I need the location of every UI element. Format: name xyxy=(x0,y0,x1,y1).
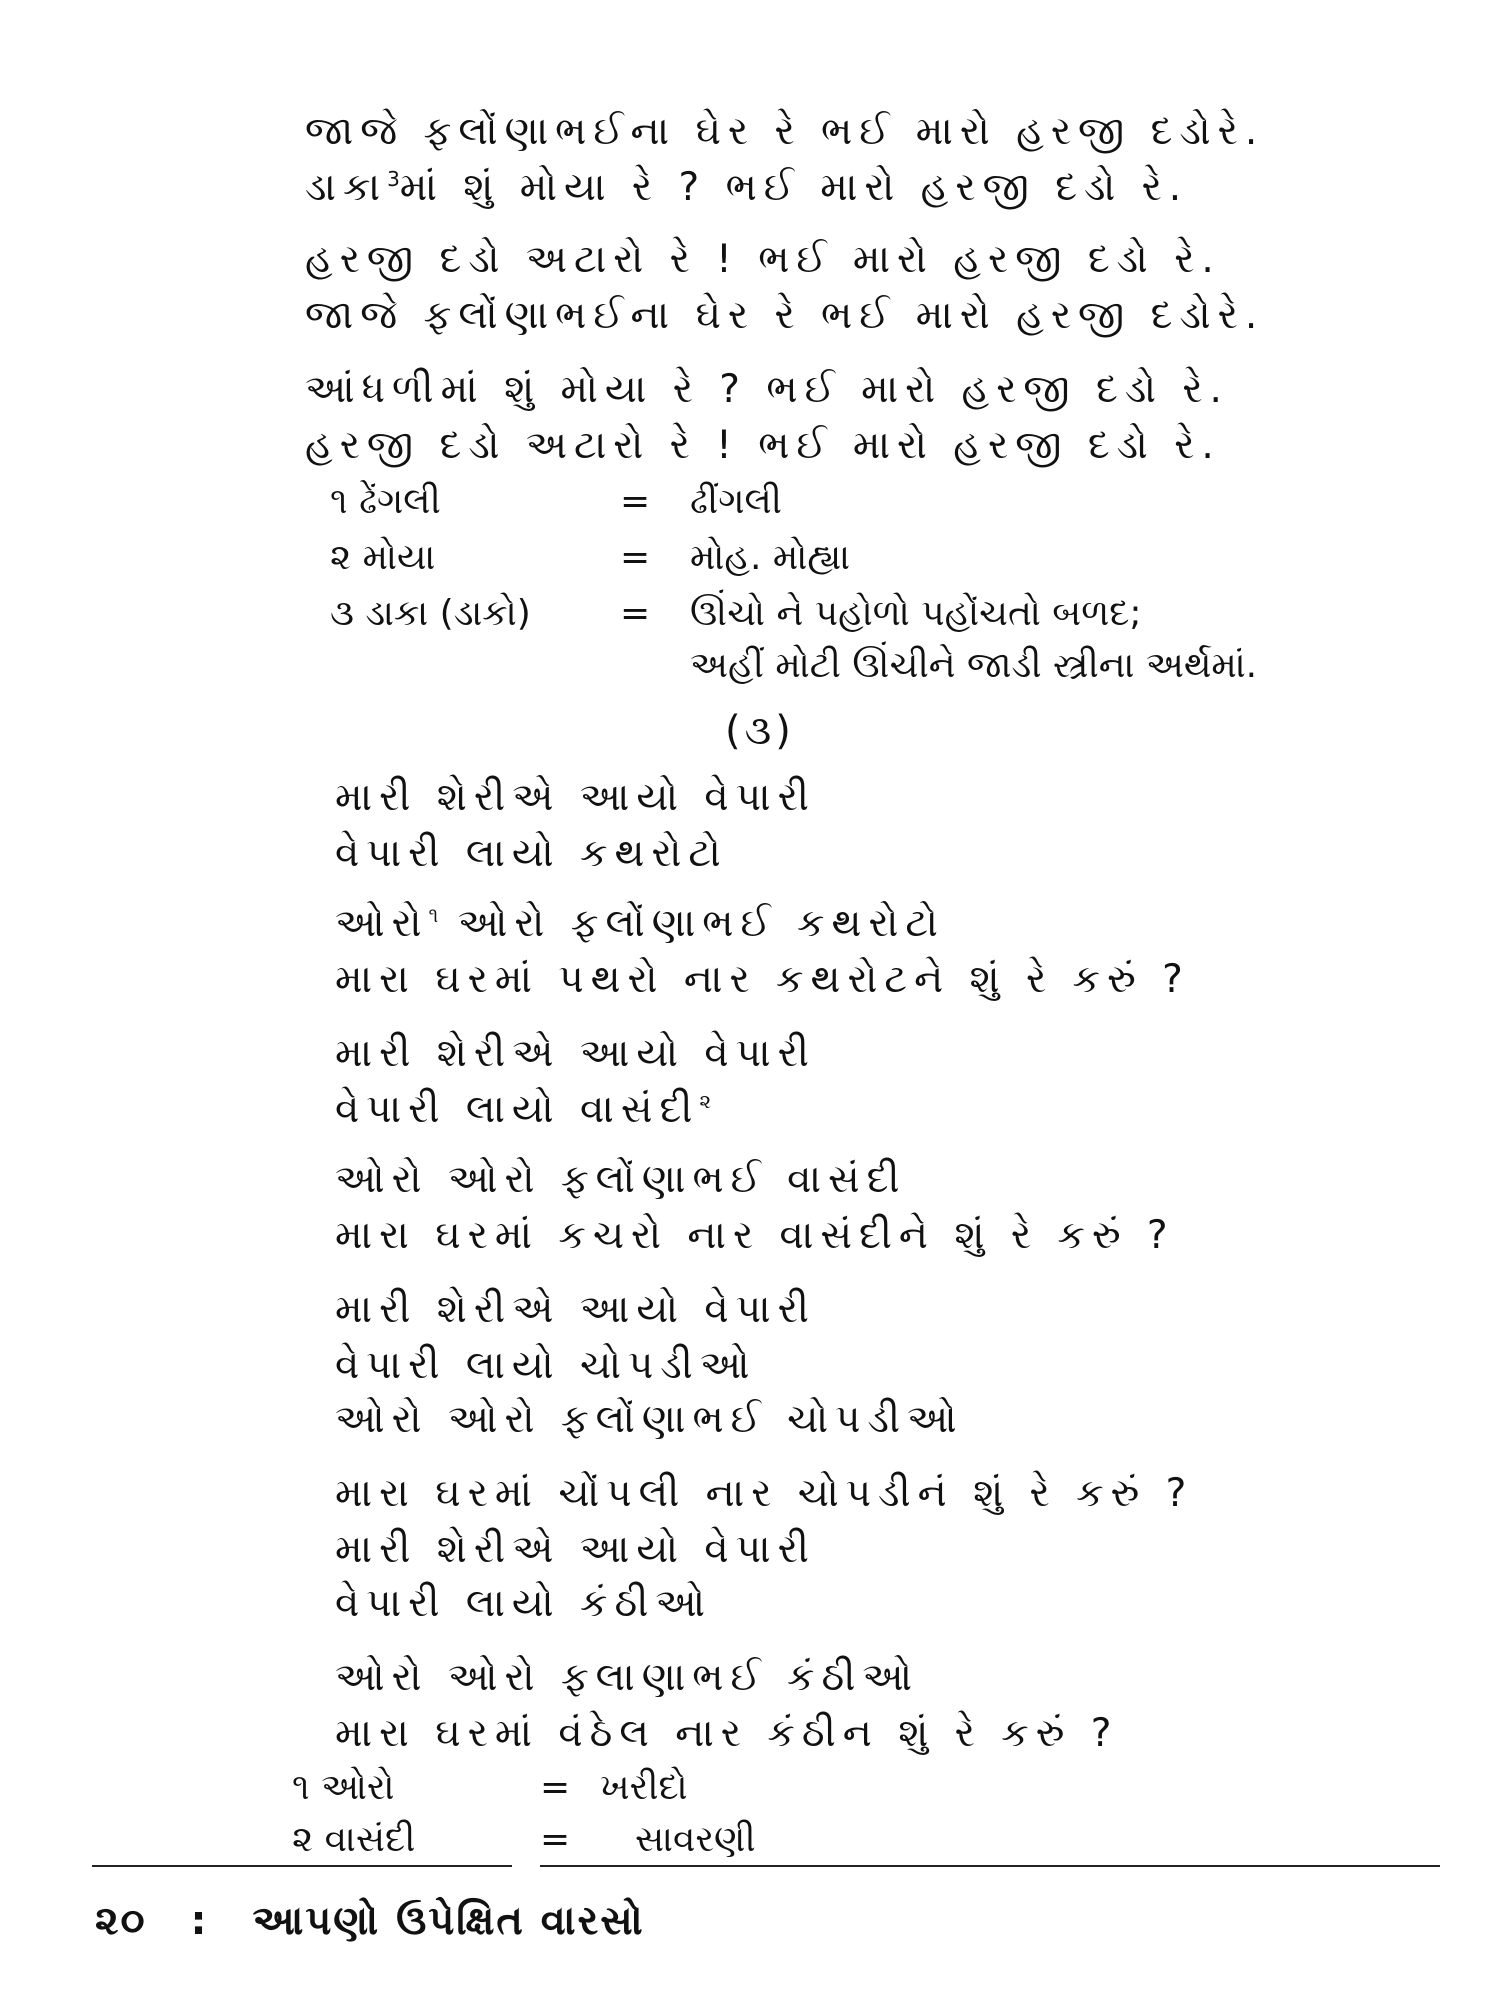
verse-text: ઓરો xyxy=(335,901,429,946)
verse-line: મારા ઘરમાં ચોંપલી નાર ચોપડીનં શું રે કરું ? xyxy=(335,1471,1194,1516)
verse-line: મારી શેરીએ આયો વેપારી xyxy=(335,1287,816,1332)
footnote-equals: = xyxy=(540,1767,571,1808)
footnote-marker: ૨ xyxy=(699,1089,712,1113)
verse-text: ડાકા xyxy=(305,165,388,210)
verse-line: મારા ઘરમાં પથરો નાર કથરોટને શું રે કરું ? xyxy=(335,957,1190,1002)
verse-line xyxy=(305,165,1189,210)
footnote-term: ૧ ઓરો xyxy=(292,1767,395,1808)
footer-separator: : xyxy=(190,1898,209,1944)
footnote-marker: ૧ xyxy=(428,903,439,927)
verse-line: મારી શેરીએ આયો વેપારી xyxy=(335,775,816,820)
verse-line: જાજે ફલોંણાભઈના ઘેર રે ભઈ મારો હરજી દડોરે. xyxy=(305,293,1265,338)
verse-line: આંધળીમાં શું મોયા રે ? ભઈ મારો હરજી દડો રે. xyxy=(305,367,1229,412)
divider-line xyxy=(92,1865,512,1867)
footnote-term: ૩ ડાકા (ડાકો) xyxy=(330,593,531,634)
footnote-meaning-cont: અહીં મોટી ઊંચીને જાડી સ્ત્રીના અર્થમાં. xyxy=(690,645,1258,686)
verse-line: ઓરો ઓરો ફલાણાભઈ કંઠીઓ xyxy=(335,1655,919,1700)
footnote-meaning: ઢીંગલી xyxy=(690,481,782,522)
verse-line: વેપારી લાયો ચોપડીઓ xyxy=(335,1343,757,1388)
verse-line: વેપારી લાયો કંઠીઓ xyxy=(335,1581,712,1626)
verse-text: વેપારી લાયો વાસંદી xyxy=(335,1087,700,1132)
footnote-equals: = xyxy=(620,593,651,634)
verse-text: માં શું મોયા રે ? ભઈ મારો હરજી દડો રે. xyxy=(399,165,1189,210)
section-heading: (૩) xyxy=(725,708,795,754)
footnote-meaning: ખરીદો xyxy=(600,1767,688,1808)
footnote-equals: = xyxy=(540,1819,571,1860)
verse-line: મારી શેરીએ આયો વેપારી xyxy=(335,1527,816,1572)
verse-line: હરજી દડો અટારો રે ! ભઈ મારો હરજી દડો રે. xyxy=(305,237,1221,282)
footnote-meaning: ઊંચો ને પહોળો પહોંચતો બળદ; xyxy=(690,593,1142,634)
footnote-term: ૨ મોયા xyxy=(330,537,436,578)
verse-text: ઓરો ફલોંણાભઈ કથરોટો xyxy=(438,901,945,946)
verse-line: જાજે ફલોંણાભઈના ઘેર રે ભઈ મારો હરજી દડોરે. xyxy=(305,109,1265,154)
footnote-marker: 3 xyxy=(387,167,400,191)
footnote-term: ૨ વાસંદી xyxy=(292,1819,416,1860)
footnote-meaning: મોહ. મોહ્યા xyxy=(690,537,851,578)
verse-line: હરજી દડો અટારો રે ! ભઈ મારો હરજી દડો રે. xyxy=(305,423,1221,468)
verse-line: મારા ઘરમાં કચરો નાર વાસંદીને શું રે કરું ? xyxy=(335,1213,1175,1258)
verse-line: મારી શેરીએ આયો વેપારી xyxy=(335,1031,816,1076)
footnote-meaning: સાવરણી xyxy=(635,1819,756,1860)
verse-line: વેપારી લાયો કથરોટો xyxy=(335,831,728,876)
verse-line: ઓરો ઓરો ફલોંણાભઈ ચોપડીઓ xyxy=(335,1397,964,1442)
footnote-term: ૧ ઢેંગલી xyxy=(330,481,441,522)
book-title: આપણો ઉપેક્ષિત વારસો xyxy=(252,1898,645,1944)
page-number: ૨૦ xyxy=(95,1898,147,1944)
verse-line: ઓરો ઓરો ફલોંણાભઈ વાસંદી xyxy=(335,1157,907,1202)
verse-line xyxy=(335,901,945,946)
page-footer xyxy=(95,1898,645,1944)
footnote-equals: = xyxy=(620,537,651,578)
verse-line xyxy=(335,1087,712,1132)
verse-line: મારા ઘરમાં વંઠેલ નાર કંઠીન શું રે કરું ? xyxy=(335,1711,1119,1756)
footnote-equals: = xyxy=(620,481,651,522)
divider-line xyxy=(540,1865,1440,1867)
